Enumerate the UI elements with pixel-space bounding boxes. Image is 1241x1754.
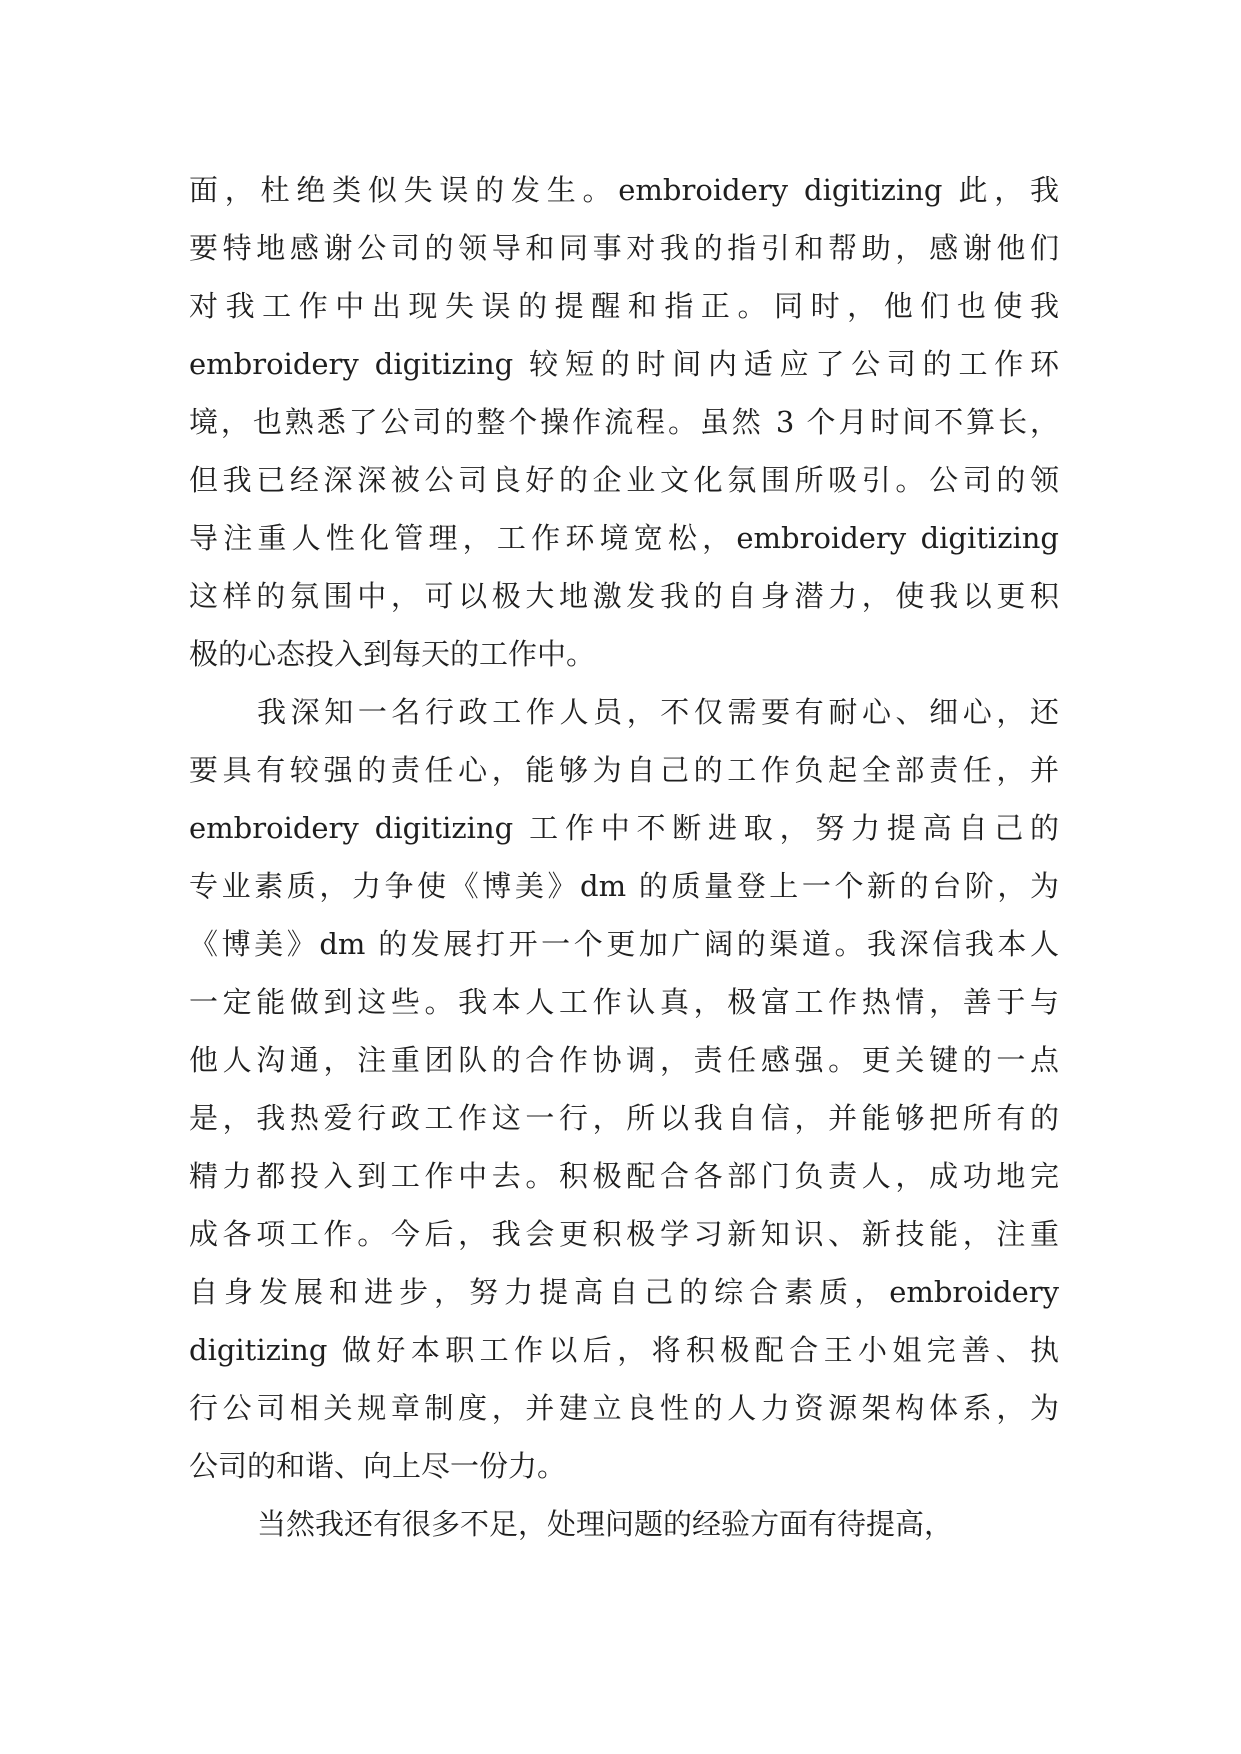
text-line: embroidery digitizing 较短的时间内适应了公司的工作环 <box>189 347 1059 381</box>
body-text <box>189 161 1059 1553</box>
text-line: 境，也熟悉了公司的整个操作流程。虽然 3 个月时间不算长， <box>189 405 1059 439</box>
text-line: 当然我还有很多不足，处理问题的经验方面有待提高， <box>257 1507 954 1541</box>
text-line: 要具有较强的责任心，能够为自己的工作负起全部责任，并 <box>189 753 1059 787</box>
text-line: digitizing 做好本职工作以后，将积极配合王小姐完善、执 <box>189 1333 1059 1367</box>
text-line: 成各项工作。今后，我会更积极学习新知识、新技能，注重 <box>189 1217 1059 1251</box>
text-line: 这样的氛围中，可以极大地激发我的自身潜力，使我以更积 <box>189 579 1059 613</box>
text-line: 精力都投入到工作中去。积极配合各部门负责人，成功地完 <box>189 1159 1059 1193</box>
text-line: 但我已经深深被公司良好的企业文化氛围所吸引。公司的领 <box>189 463 1059 497</box>
text-line: 面，杜绝类似失误的发生。embroidery digitizing 此，我 <box>189 173 1059 207</box>
text-line: 我深知一名行政工作人员，不仅需要有耐心、细心，还 <box>257 695 1059 729</box>
text-line: 行公司相关规章制度，并建立良性的人力资源架构体系，为 <box>189 1391 1059 1425</box>
text-line: 极的心态投入到每天的工作中。 <box>189 637 596 671</box>
text-line: 对我工作中出现失误的提醒和指正。同时，他们也使我 <box>189 289 1059 323</box>
paragraph-1 <box>189 161 1059 683</box>
text-line: 自身发展和进步，努力提高自己的综合素质，embroidery <box>189 1275 1059 1309</box>
text-line: 一定能做到这些。我本人工作认真，极富工作热情，善于与 <box>189 985 1059 1019</box>
text-line: 公司的和谐、向上尽一份力。 <box>189 1449 567 1483</box>
paragraph-3 <box>189 1495 1059 1553</box>
text-line: 导注重人性化管理，工作环境宽松，embroidery digitizing <box>189 521 1059 555</box>
text-line: 专业素质，力争使《博美》dm 的质量登上一个新的台阶，为 <box>189 869 1059 903</box>
text-line: embroidery digitizing 工作中不断进取，努力提高自己的 <box>189 811 1059 845</box>
paragraph-2 <box>189 683 1059 1495</box>
text-line: 要特地感谢公司的领导和同事对我的指引和帮助，感谢他们 <box>189 231 1059 265</box>
text-line: 《博美》dm 的发展打开一个更加广阔的渠道。我深信我本人 <box>189 927 1059 961</box>
text-line: 是，我热爱行政工作这一行，所以我自信，并能够把所有的 <box>189 1101 1059 1135</box>
text-line: 他人沟通，注重团队的合作协调，责任感强。更关键的一点 <box>189 1043 1059 1077</box>
